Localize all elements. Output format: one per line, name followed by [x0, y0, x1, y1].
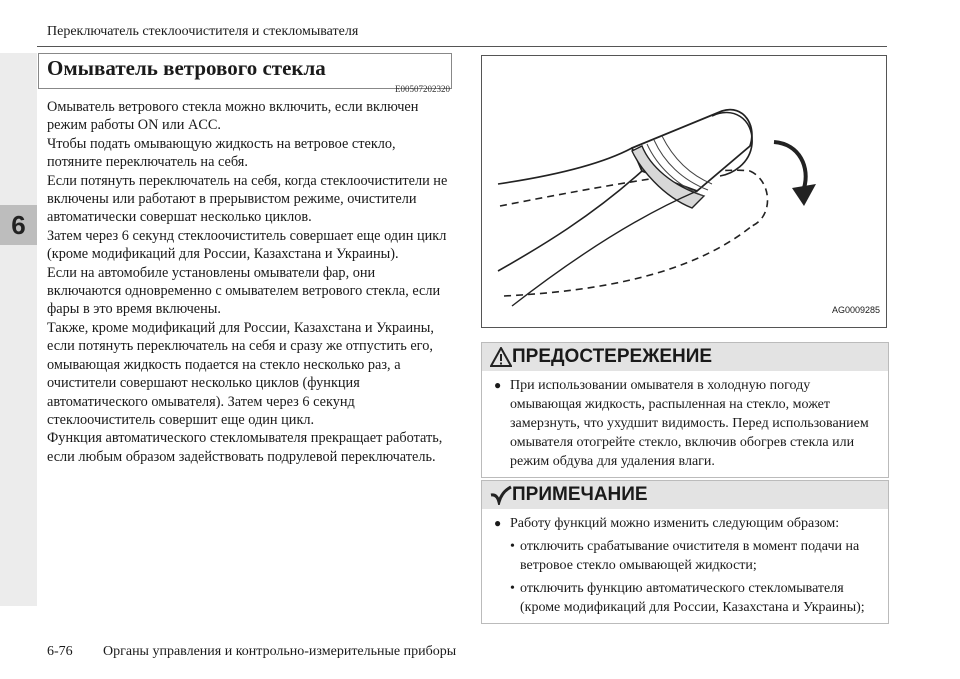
body-paragraph: Если потянуть переключатель на себя, когда стеклоочистители не включены или работают в прерывистом режиме, очистители автоматически совершат несколько циклов.	[47, 172, 448, 226]
note-panel	[481, 480, 889, 624]
small-bullet-icon: •	[510, 581, 515, 596]
note-intro: Работу функций можно изменить следующим образом:	[510, 516, 840, 531]
small-bullet-icon: •	[510, 539, 515, 554]
body-paragraph: Омыватель ветрового стекла можно включить, если включен режим работы ON или ACC.	[47, 99, 419, 134]
note-header	[482, 481, 888, 509]
section-title: Омыватель ветрового стекла	[47, 56, 326, 80]
note-subitem-text: отключить функцию автоматического стекломывателя (кроме модификаций для России, Казахстана и Украины);	[520, 581, 865, 615]
footer-title: Органы управления и контрольно-измерительные приборы	[103, 644, 457, 659]
chapter-sidebar	[0, 53, 37, 606]
warning-triangle-icon	[490, 347, 512, 367]
bullet-icon: ●	[494, 516, 502, 530]
body-paragraph: Функция автоматического стекломывателя прекращает работать, если любым образом задействовать подрулевой переключатель.	[47, 430, 443, 465]
header-divider	[37, 46, 887, 47]
checkmark-icon	[490, 485, 512, 505]
note-subitem	[494, 537, 878, 575]
warning-body	[482, 371, 888, 477]
body-text	[47, 98, 452, 466]
page-header-title: Переключатель стеклоочистителя и стекломывателя	[47, 24, 359, 39]
figure-code: AG0009285	[831, 305, 880, 315]
warning-panel	[481, 342, 889, 478]
page-number: 6-76	[47, 644, 73, 659]
note-subitem	[494, 579, 878, 617]
bullet-icon: ●	[494, 378, 502, 392]
body-paragraph: Если на автомобиле установлены омыватели фар, они включаются одновременно с омывателем ветрового стекла, если фары в это время включены.	[47, 264, 441, 318]
warning-title: ПРЕДОСТЕРЕЖЕНИЕ	[512, 346, 713, 367]
chapter-tab: 6	[0, 205, 37, 245]
body-paragraph: Чтобы подать омывающую жидкость на ветровое стекло, потяните переключатель на себя.	[47, 135, 396, 171]
body-paragraph: Затем через 6 секунд стеклоочиститель совершает еще один цикл (кроме модификаций для России, Казахстана и Украины).	[47, 227, 447, 263]
warning-item	[494, 376, 878, 471]
section-code: E00507202320	[395, 84, 450, 94]
warning-item-text: При использовании омывателя в холодную погоду омывающая жидкость, распыленная на стекло, может замерзнуть, что ухудшит видимость. Перед использованием омывателя отогрейте стекло, включив обогрев стекла или режим обдува для удаления влаги.	[510, 378, 869, 469]
note-subitem-text: отключить срабатывание очистителя в момент подачи на ветровое стекло омывающей жидкости;	[520, 539, 860, 573]
note-body	[482, 509, 888, 623]
note-title: ПРИМЕЧАНИЕ	[512, 484, 648, 505]
note-item	[494, 514, 878, 533]
body-paragraph: Также, кроме модификаций для России, Казахстана и Украины, если потянуть переключатель на себя и сразу же отпустить его, омывающая жидкость подается на стекло несколько раз, а очистители совершают несколько циклов (функция автоматического омывателя). Затем через 6 секунд стеклоочиститель совершит еще один цикл.	[47, 319, 434, 428]
warning-header	[482, 343, 888, 371]
wiper-lever-illustration	[481, 55, 887, 328]
lever-drawing	[482, 56, 886, 327]
